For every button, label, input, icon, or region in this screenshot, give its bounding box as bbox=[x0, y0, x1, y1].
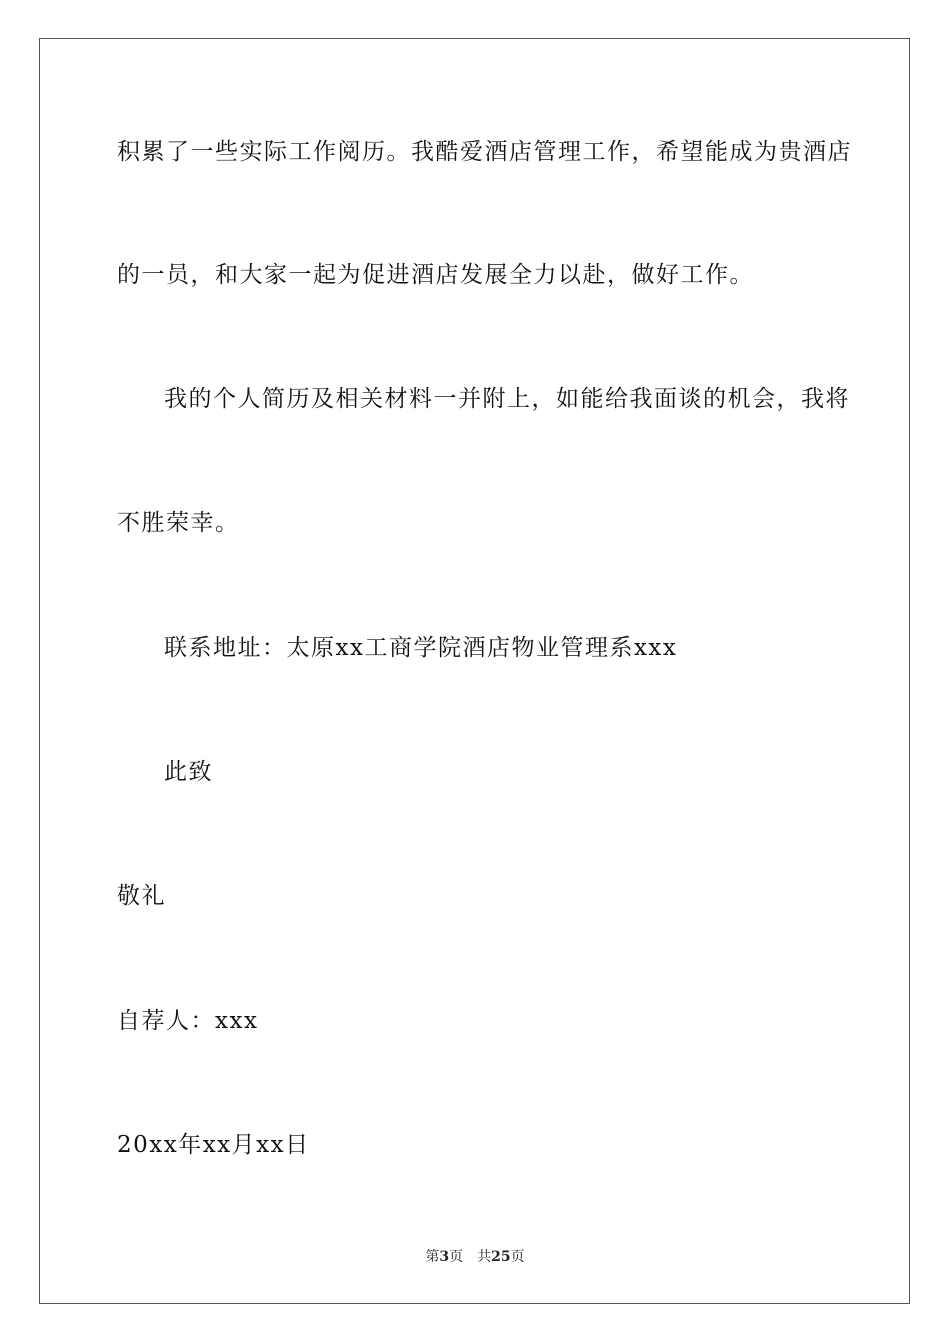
footer-total-prefix: 共 bbox=[477, 1249, 492, 1265]
salutation-closing: 此致 bbox=[164, 759, 213, 785]
footer-total-suffix: 页 bbox=[510, 1249, 525, 1265]
footer-page-suffix: 页 bbox=[449, 1249, 464, 1265]
page-border bbox=[39, 38, 910, 1304]
date-line: 20xx年xx月xx日 bbox=[117, 1132, 310, 1158]
body-line-2: 的一员，和大家一起为促进酒店发展全力以赴，做好工作。 bbox=[117, 262, 754, 288]
body-line-1: 积累了一些实际工作阅历。我酷爱酒店管理工作，希望能成为贵酒店 bbox=[117, 139, 852, 165]
body-line-3: 我的个人简历及相关材料一并附上，如能给我面谈的机会，我将 bbox=[164, 386, 850, 412]
regards: 敬礼 bbox=[117, 883, 166, 909]
body-line-4: 不胜荣幸。 bbox=[117, 510, 240, 536]
contact-address: 联系地址：太原xx工商学院酒店物业管理系xxx bbox=[164, 635, 678, 661]
footer-page-number: 3 bbox=[439, 1249, 450, 1265]
footer-total-pages: 25 bbox=[491, 1249, 511, 1265]
footer-page-prefix: 第 bbox=[425, 1249, 440, 1265]
page-footer bbox=[0, 1247, 950, 1267]
signature-line: 自荐人：xxx bbox=[117, 1008, 259, 1034]
